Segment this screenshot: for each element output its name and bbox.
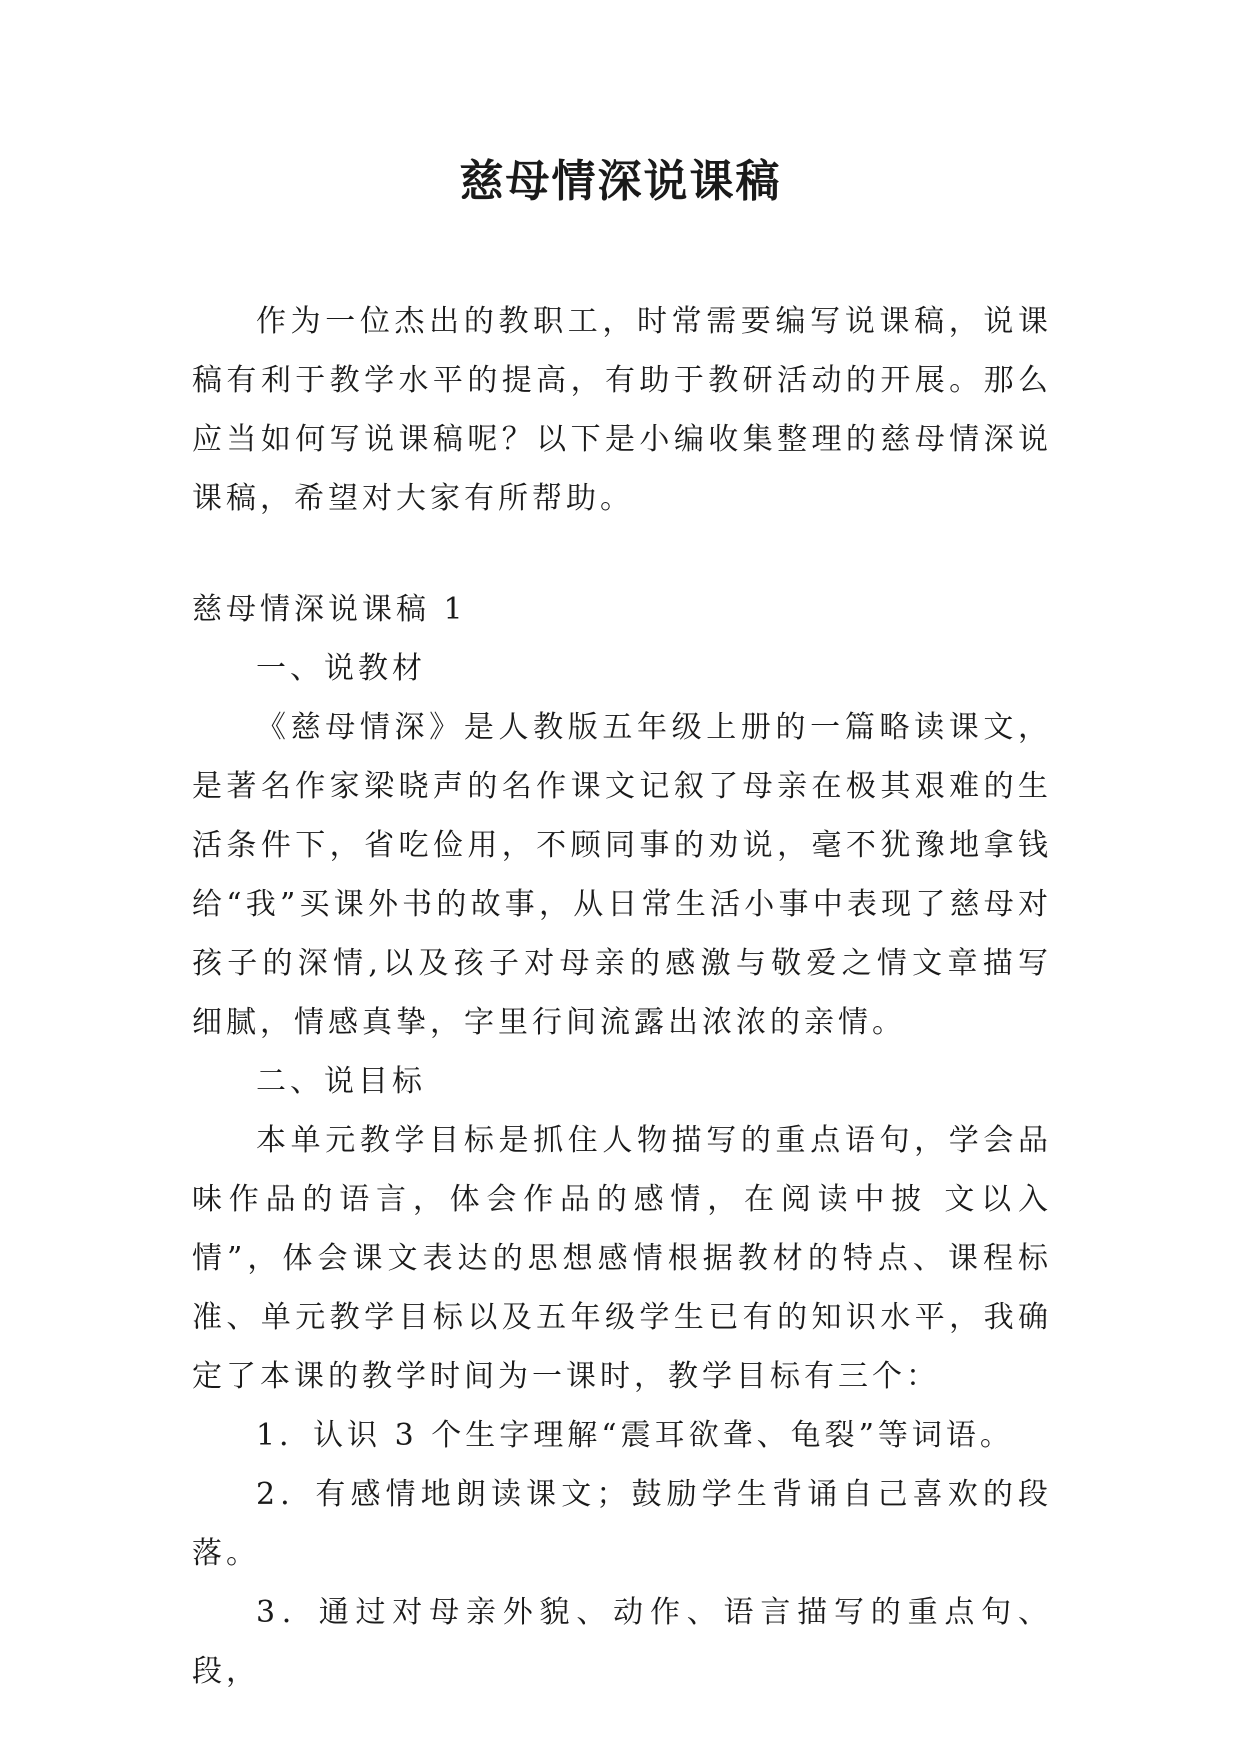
objective-item-3: 3．通过对母亲外貌、动作、语言描写的重点句、段， bbox=[192, 1595, 1052, 1689]
section-heading: 慈母情深说课稿 1 bbox=[192, 592, 467, 627]
paragraph-objectives: 本单元教学目标是抓住人物描写的重点语句，学会品味作品的语言，体会作品的感情，在阅读中披 文以入情”，体会课文表达的思想感情根据教材的特点、课程标准、单元教学目标以及五年级学生已有的知识水平，我确定了本课的教学时间为一课时，教学目标有三个： bbox=[192, 1123, 1052, 1394]
document-title: 慈母情深说课稿 bbox=[459, 156, 782, 207]
intro-block bbox=[192, 292, 1052, 528]
objective-item-1: 1．认识 3 个生字理解“震耳欲聋、龟裂”等词语。 bbox=[256, 1418, 1014, 1453]
section-block bbox=[192, 580, 1052, 1701]
intro-paragraph: 作为一位杰出的教职工，时常需要编写说课稿，说课稿有利于教学水平的提高，有助于教研活动的开展。那么应当如何写说课稿呢？以下是小编收集整理的慈母情深说课稿，希望对大家有所帮助。 bbox=[192, 304, 1052, 516]
heading-objectives: 二、说目标 bbox=[256, 1064, 426, 1099]
objective-item-2: 2．有感情地朗读课文；鼓励学生背诵自己喜欢的段落。 bbox=[192, 1477, 1052, 1571]
paragraph-teaching-material: 《慈母情深》是人教版五年级上册的一篇略读课文，是著名作家梁晓声的名作课文记叙了母亲在极其艰难的生活条件下，省吃俭用，不顾同事的劝说，毫不犹豫地拿钱给“我”买课外书的故事，从日常生活小事中表现了慈母对孩子的深情,以及孩子对母亲的感激与敬爱之情文章描写细腻，情感真挚，字里行间流露出浓浓的亲情。 bbox=[192, 710, 1052, 1040]
heading-teaching-material: 一、说教材 bbox=[256, 651, 426, 686]
